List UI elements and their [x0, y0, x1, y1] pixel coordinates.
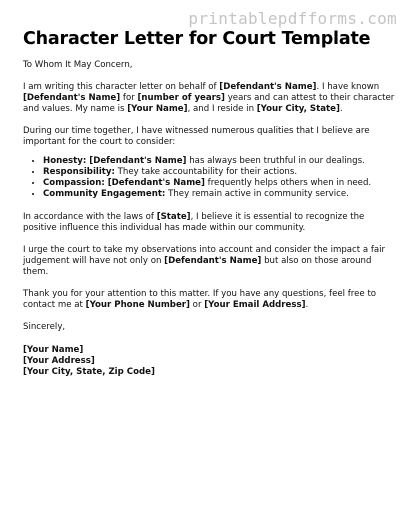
urge-text-1: I urge the court to take my observations into account and consider the impact a fair judgement will have not only on [23, 245, 386, 266]
intro-text-4: years and can attest to their character and values. My name is [23, 93, 395, 114]
signature-city-state-zip: [Your City, State, Zip Code] [23, 367, 155, 377]
thanks-text-3: . [305, 300, 309, 310]
quality-term: Community Engagement: [43, 189, 166, 199]
urge-paragraph [23, 245, 395, 278]
urge-text-2: but also on those around them. [23, 256, 372, 277]
state-text-1: In accordance with the laws of [23, 212, 157, 222]
list-item [43, 156, 395, 167]
defendant-name-placeholder: [Defendant's Name] [23, 93, 121, 103]
defendant-name-placeholder: [Defendant's Name] [107, 178, 205, 188]
intro-paragraph [23, 82, 395, 115]
phone-placeholder: [Your Phone Number] [85, 300, 190, 310]
document-title: Character Letter for Court Template [23, 29, 371, 49]
email-placeholder: [Your Email Address] [204, 300, 306, 310]
letter-document [23, 28, 395, 378]
state-paragraph [23, 212, 395, 234]
quality-description: frequently helps others when in need. [204, 178, 372, 188]
closing: Sincerely, [23, 322, 66, 332]
thanks-text-2: or [189, 300, 205, 310]
quality-term: Responsibility: [43, 167, 115, 177]
qualities-list [23, 156, 395, 200]
defendant-name-placeholder: [Defendant's Name] [164, 256, 262, 266]
quality-description: They take accountability for their actions. [114, 167, 298, 177]
intro-text-2: . I have known [316, 82, 380, 92]
signature-address: [Your Address] [23, 356, 95, 366]
intro-text-1: I am writing this character letter on behalf of [23, 82, 220, 92]
quality-term: Compassion: [43, 178, 108, 188]
signature-name: [Your Name] [23, 345, 84, 355]
defendant-name-placeholder: [Defendant's Name] [219, 82, 317, 92]
quality-description: has always been truthful in our dealings. [186, 156, 365, 166]
list-item [43, 189, 395, 200]
salutation: To Whom It May Concern, [23, 60, 133, 70]
quality-description: They remain active in community service. [165, 189, 349, 199]
defendant-name-placeholder: [Defendant's Name] [89, 156, 187, 166]
state-placeholder: [State] [156, 212, 191, 222]
city-state-placeholder: [Your City, State] [256, 104, 340, 114]
intro-text-6: . [339, 104, 343, 114]
signature-block [23, 345, 395, 378]
thanks-text-1: Thank you for your attention to this matter. If you have any questions, feel free to contact me at [23, 289, 377, 310]
qualities-intro: During our time together, I have witnessed numerous qualities that I believe are important for the court to consider: [23, 126, 370, 147]
your-name-placeholder: [Your Name] [127, 104, 188, 114]
watermark-text: printablepdfforms.com [188, 9, 397, 28]
years-placeholder: [number of years] [137, 93, 225, 103]
state-text-2: , I believe it is essential to recognize the positive influence this individual has made within our community. [23, 212, 365, 233]
thanks-paragraph [23, 289, 395, 311]
list-item [43, 178, 395, 189]
intro-text-3: for [120, 93, 138, 103]
list-item [43, 167, 395, 178]
intro-text-5: , and I reside in [187, 104, 257, 114]
quality-term: Honesty: [43, 156, 90, 166]
